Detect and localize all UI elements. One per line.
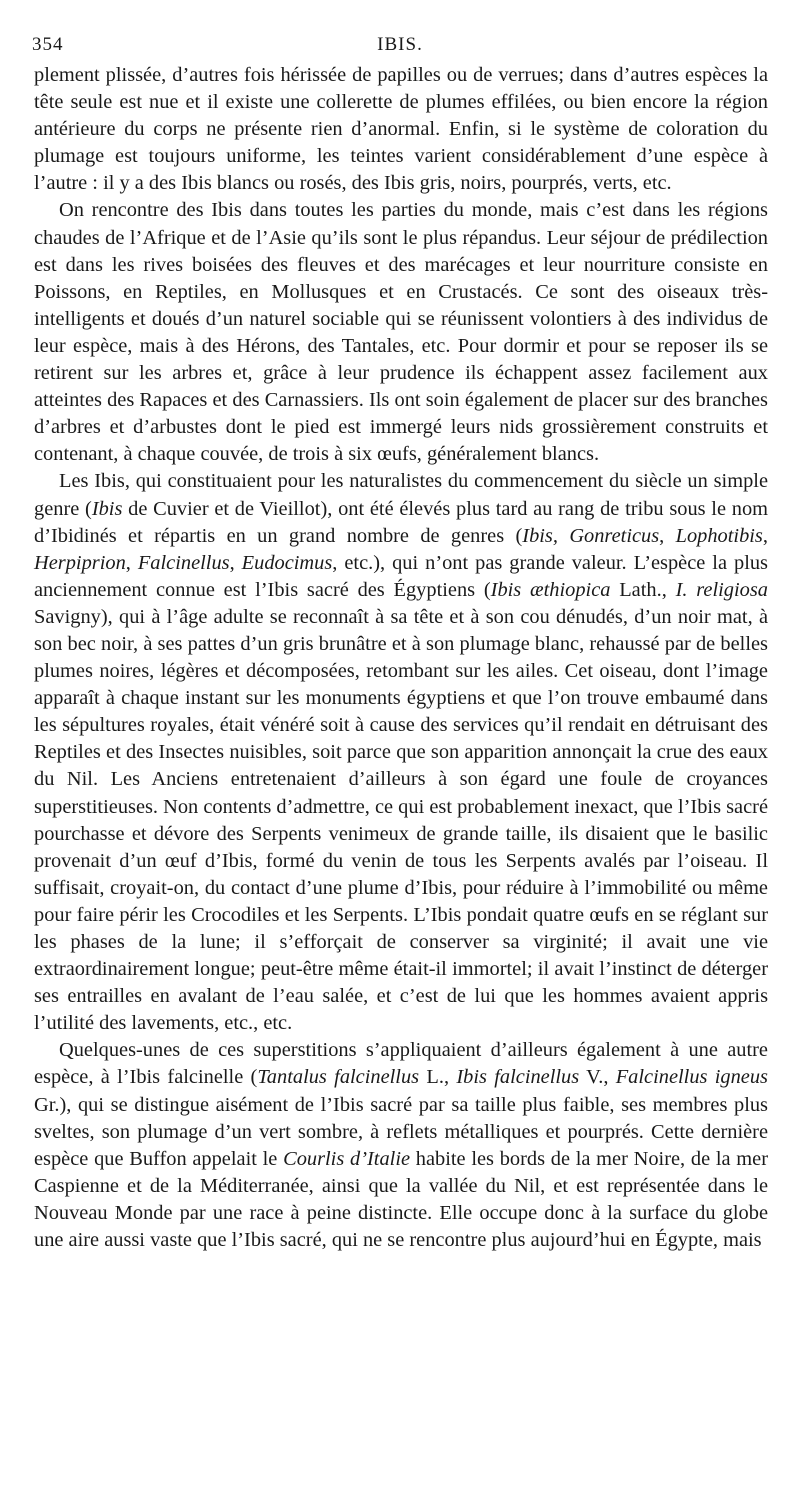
text-run: , etc.), qui n’ont pas grande valeur. L’espèce la plus anciennement connue est l’Ibis sacré des Égyptiens ( xyxy=(34,551,768,601)
italic-term: Herpiprion xyxy=(34,551,126,574)
paragraph-4 xyxy=(34,1037,768,1254)
text-run: , xyxy=(125,551,138,574)
text-run: Les Ibis, qui constituaient pour les naturalistes du commencement du siècle un simple genre ( xyxy=(34,470,768,520)
italic-term: Ibis falcinellus xyxy=(456,1066,580,1089)
text-run: Quelques-unes de ces superstitions s’appliquaient d’ailleurs également à une autre espèce, à l’Ibis falcinelle ( xyxy=(34,1039,768,1089)
running-title: IBIS. xyxy=(377,34,423,55)
italic-term: Tantalus falcinellus xyxy=(257,1066,420,1089)
body-text xyxy=(34,62,768,1254)
italic-term: Falcinellus igneus xyxy=(615,1066,768,1089)
italic-term: Lophotibis xyxy=(675,524,763,547)
paragraph-2 xyxy=(34,197,768,468)
paragraph-3 xyxy=(34,468,768,1037)
page-number: 354 xyxy=(32,34,64,55)
text-run: Savigny), qui à l’âge adulte se reconnaît à sa tête et à son cou dénudés, d’un noir mat, à son bec noir, à ses pattes d’un gris brunâtre et à son plumage blanc, rehaussé par de belles plumes noires, légères et décomposées, retombant sur les ailes. Cet oiseau, dont l’image apparaît à chaque instant sur les monuments égyptiens et que l’on trouve embaumé dans les sépultures royales, était vénéré soit à cause des services qu’il rendait en détruisant des Reptiles et des Insectes nuisibles, soit parce que son apparition annonçait la crue des eaux du Nil. Les Anciens entretenaient d’ailleurs à son égard une foule de croyances superstitieuses. Non contents d’admettre, ce qui est probablement inexact, que l’Ibis sacré pourchasse et dévore des Serpents venimeux de grande taille, ils disaient que le basilic provenait d’un œuf d’Ibis, formé du venin de tous les Serpents avalés par l’oiseau. Il suffisait, croyait-on, du contact d’une plume d’Ibis, pour réduire à l’immobilité ou même pour faire périr les Crocodiles et les Serpents. L’Ibis pondait quatre œufs en se réglant sur les phases de la lune; il s’efforçait de conserver sa virginité; il avait une vie extraordinairement longue; peut-être même était-il immortel; il avait l’instinct de déterger ses entrailles en avalant de l’eau salée, et c’est de lui que les hommes avaient appris l’utilité des lavements, etc., etc. xyxy=(34,605,768,1035)
italic-term: Ibis xyxy=(91,497,123,520)
text-run: plement plissée, d’autres fois hérissée de papilles ou de verrues; dans d’autres espèces la tête seule est nue et il existe une collerette de plumes effilées, ou bien encore la région antérieure du corps ne présente rien d’anormal. Enfin, si le système de coloration du plumage est toujours uniforme, les teintes varient considérablement d’une espèce à l’autre : il y a des Ibis blancs ou rosés, des Ibis gris, noirs, pourprés, verts, etc. xyxy=(34,64,768,195)
text-run: habite les bords de la mer Noire, de la mer Caspienne et de la Méditerranée, ainsi que la vallée du Nil, et est représentée dans le Nouveau Monde par une race à peine distincte. Elle occupe donc à la surface du globe une aire aussi vaste que l’Ibis sacré, qui ne se rencontre plus aujourd’hui en Égypte, mais xyxy=(34,1147,769,1252)
paragraph-1 xyxy=(34,62,768,197)
italic-term: Ibis æthiopica xyxy=(490,578,611,601)
text-run: Gr.), qui se distingue aisément de l’Ibis sacré par sa taille plus faible, ses membres plus sveltes, son plumage d’un vert sombre, à reflets métalliques et pourprés. Cette dernière espèce que Buffon appelait le xyxy=(34,1093,768,1170)
text-run: L., xyxy=(419,1066,457,1089)
text-run: , xyxy=(659,524,676,547)
italic-term: Ibis, Gonreticus xyxy=(522,524,660,547)
text-run: On rencontre des Ibis dans toutes les parties du monde, mais c’est dans les régions chaudes de l’Afrique et de l’Asie qu’ils sont le plus répandus. Leur séjour de prédilection est dans les rives boisées des fleuves et des marécages et leur nourriture consiste en Poissons, en Reptiles, en Mollusques et en Crustacés. Ce sont des oiseaux très-intelligents et doués d’un naturel sociable qui se réunissent volontiers à des individus de leur espèce, mais à des Hérons, des Tantales, etc. Pour dormir et pour se reposer ils se retirent sur les arbres et, grâce à leur prudence ils échappent assez facilement aux atteintes des Rapaces et des Carnassiers. Ils ont soin également de placer sur des branches d’arbres et d’arbustes dont le pied est immergé leurs nids grossièrement construits et contenant, à chaque couvée, de trois à six œufs, généralement blancs. xyxy=(34,199,768,466)
text-run: , xyxy=(762,524,768,547)
text-run: Lath., xyxy=(610,578,676,601)
italic-term: Falcinellus xyxy=(137,551,230,574)
italic-term: Eudocimus xyxy=(241,551,333,574)
text-run: , xyxy=(229,551,242,574)
italic-term: I. religiosa xyxy=(675,578,768,601)
italic-term: Courlis d’Italie xyxy=(283,1147,411,1170)
text-run: de Cuvier et de Vieillot), ont été élevés plus tard au rang de tribu sous le nom d’Ibidinés et répartis en un grand nombre de genres ( xyxy=(34,497,768,547)
text-run: V., xyxy=(579,1066,616,1089)
page-header xyxy=(32,34,768,54)
